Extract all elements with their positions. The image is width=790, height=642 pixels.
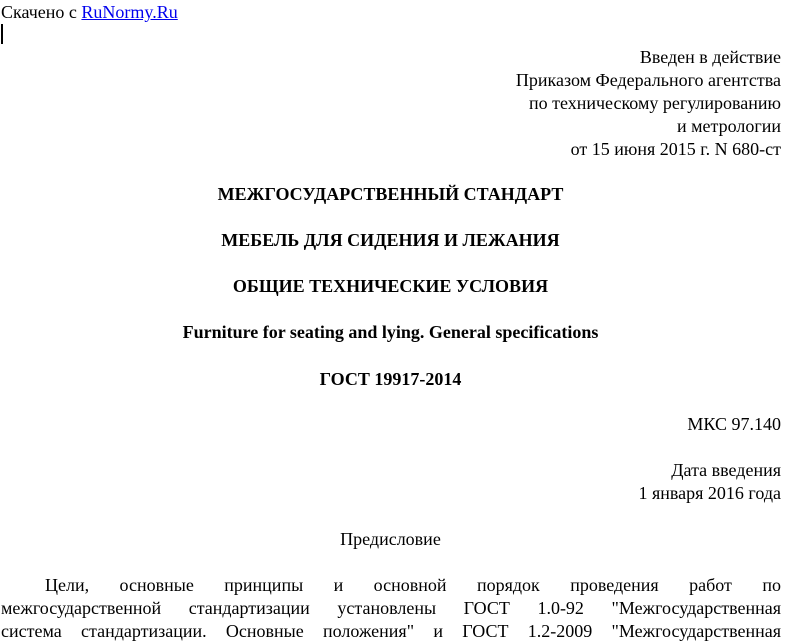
runormy-link[interactable]: RuNormy.Ru bbox=[81, 2, 178, 22]
enactment-line-1: Введен в действие bbox=[639, 47, 781, 67]
enactment-line-5: от 15 июня 2015 г. N 680-ст bbox=[570, 139, 781, 159]
enactment-line-4: и метрологии bbox=[677, 116, 781, 136]
mks-code: МКС 97.140 bbox=[687, 414, 781, 434]
text-cursor bbox=[1, 24, 3, 44]
standard-name-heading: МЕБЕЛЬ ДЛЯ СИДЕНИЯ И ЛЕЖАНИЯ bbox=[221, 230, 560, 250]
enactment-line-3: по техническому регулированию bbox=[528, 93, 781, 113]
enactment-line-2: Приказом Федерального агентства bbox=[515, 70, 781, 90]
introduction-date-label: Дата введения bbox=[671, 460, 781, 480]
standard-type-heading: МЕЖГОСУДАРСТВЕННЫЙ СТАНДАРТ bbox=[217, 184, 564, 204]
standard-code-heading: ГОСТ 19917-2014 bbox=[319, 369, 462, 389]
preface-paragraph-line-1: Цели, основные принципы и основной порядок проведения работ по bbox=[45, 575, 781, 595]
preface-paragraph-line-2: межгосударственной стандартизации установлены ГОСТ 1.0-92 "Межгосударственная bbox=[1, 598, 781, 618]
preface-heading: Предисловие bbox=[340, 529, 441, 549]
preface-paragraph-line-3: система стандартизации. Основные положения" и ГОСТ 1.2-2009 "Межгосударственная bbox=[1, 621, 781, 641]
introduction-date-value: 1 января 2016 года bbox=[638, 483, 781, 503]
source-line bbox=[1, 1, 178, 23]
source-prefix: Скачено с bbox=[1, 2, 82, 22]
english-title-heading: Furniture for seating and lying. General specifications bbox=[182, 322, 599, 342]
standard-subtitle-heading: ОБЩИЕ ТЕХНИЧЕСКИЕ УСЛОВИЯ bbox=[232, 276, 549, 296]
